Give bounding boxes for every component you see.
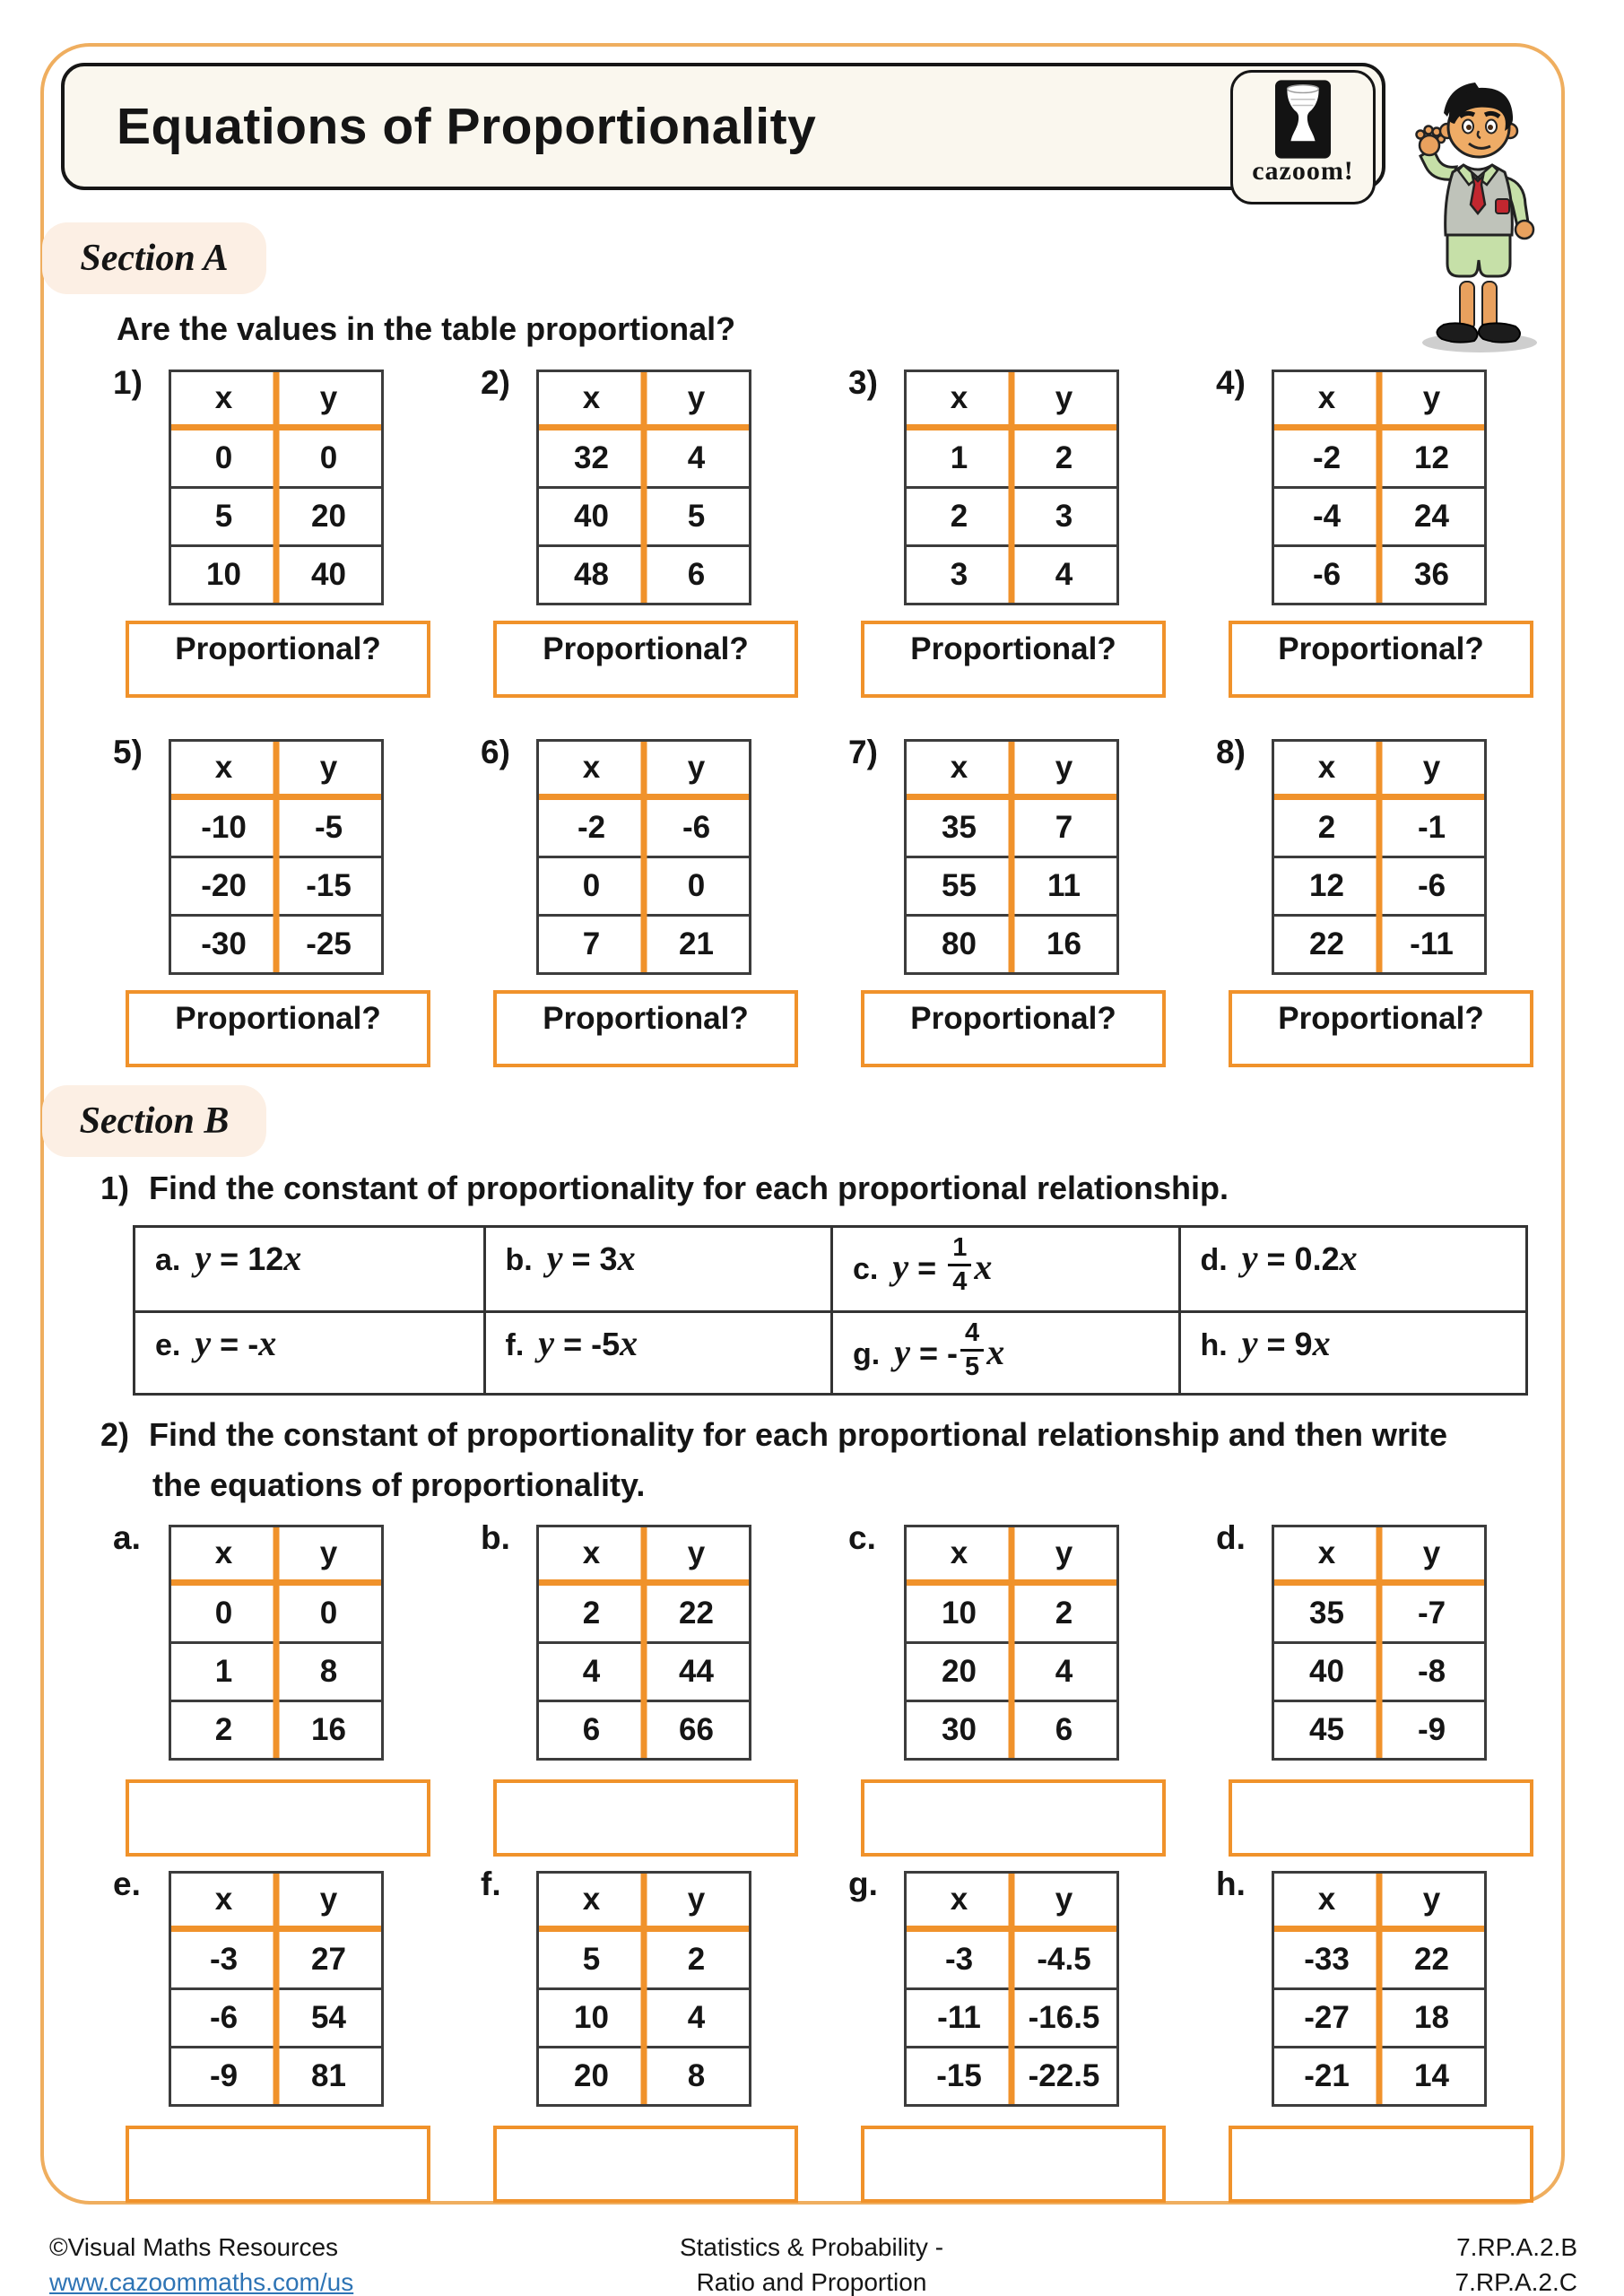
equation-cell xyxy=(135,1228,483,1310)
question-text-line-1: Find the constant of proportionality for each proportional relationship and then write xyxy=(149,1416,1448,1453)
equation: y = 12x xyxy=(195,1238,302,1278)
fraction-numerator: 4 xyxy=(960,1320,984,1352)
table-cell: 0 xyxy=(214,1596,233,1631)
equation-cell xyxy=(1178,1310,1526,1393)
equation-cell xyxy=(483,1228,831,1310)
xy-table xyxy=(1272,739,1487,975)
item-number: f. xyxy=(481,1866,501,1902)
column-divider-line xyxy=(1009,372,1015,603)
topic-line-1: Statistics & Probability - xyxy=(679,2233,944,2261)
table-cell: 40 xyxy=(311,557,346,592)
page-title: Equations of Proportionality xyxy=(117,98,817,155)
table-cell: 5 xyxy=(687,499,706,534)
table-cell: 32 xyxy=(574,440,609,475)
proportional-answer-box[interactable] xyxy=(493,621,798,698)
column-divider-line xyxy=(274,372,280,603)
cazoom-logo xyxy=(1230,70,1376,204)
table-cell: 0 xyxy=(214,440,233,475)
copyright-text: ©Visual Maths Resources xyxy=(49,2233,339,2261)
column-divider-line xyxy=(641,372,647,603)
item-number: 4) xyxy=(1216,364,1246,401)
table-cell: 6 xyxy=(687,557,706,592)
table-cell: 54 xyxy=(311,2000,346,2035)
column-header: y xyxy=(1055,380,1073,415)
answer-box[interactable] xyxy=(861,1779,1166,1857)
table-cell: -25 xyxy=(306,926,352,961)
table-group xyxy=(1209,362,1576,705)
math-variable: x xyxy=(1312,1323,1331,1363)
table-cell: -2 xyxy=(1312,440,1342,475)
table-cell: 18 xyxy=(1414,2000,1449,2035)
xy-table xyxy=(904,1871,1119,2107)
question-number: 1) xyxy=(100,1170,130,1206)
table-cell: 45 xyxy=(1309,1712,1344,1747)
math-variable: x xyxy=(986,1332,1005,1373)
table-cell: -6 xyxy=(1312,557,1342,592)
answer-box[interactable] xyxy=(126,1779,430,1857)
column-header: x xyxy=(582,1535,601,1570)
table-cell: 66 xyxy=(679,1712,714,1747)
table-cell: -9 xyxy=(1417,1712,1446,1747)
table-cell: 6 xyxy=(582,1712,601,1747)
proportional-label: Proportional? xyxy=(910,1001,1116,1036)
table-cell: 8 xyxy=(687,2058,706,2093)
item-number: e. xyxy=(113,1866,141,1902)
equation-cell xyxy=(830,1228,1178,1310)
column-header: y xyxy=(319,380,338,415)
table-cell: 22 xyxy=(1414,1942,1449,1977)
table-cell: 4 xyxy=(1055,557,1073,592)
column-header: y xyxy=(687,1882,706,1917)
table-cell: -9 xyxy=(209,2058,239,2093)
xy-table xyxy=(536,1871,751,2107)
table-cell: 21 xyxy=(679,926,714,961)
table-cell: 20 xyxy=(311,499,346,534)
table-cell: 12 xyxy=(1309,868,1344,903)
column-divider-line xyxy=(1009,742,1015,972)
table-cell: -3 xyxy=(209,1942,239,1977)
table-cell: -6 xyxy=(682,810,711,845)
table-group xyxy=(1209,1518,1576,1860)
answer-box[interactable] xyxy=(1229,1779,1533,1857)
equation: y = - $\frac{4}{5}$ x xyxy=(894,1318,1005,1381)
proportional-label: Proportional? xyxy=(175,1001,381,1036)
equation-letter: h. xyxy=(1200,1328,1228,1362)
xy-table xyxy=(169,1525,384,1761)
table-cell: 4 xyxy=(1055,1654,1073,1689)
item-number: 7) xyxy=(848,734,878,770)
answer-box[interactable] xyxy=(493,2126,798,2203)
section-a-tables-row-2 xyxy=(106,732,1576,1074)
equations-table xyxy=(133,1225,1528,1396)
section-b-label: Section B xyxy=(42,1085,266,1157)
math-variable: y xyxy=(195,1238,212,1278)
table-cell: 40 xyxy=(1309,1654,1344,1689)
table-group xyxy=(1209,1864,1576,2206)
column-header: x xyxy=(950,1535,968,1570)
topic-line-2: Ratio and Proportion xyxy=(696,2268,927,2296)
item-number: 6) xyxy=(481,734,510,770)
proportional-answer-box[interactable] xyxy=(126,621,430,698)
answer-box[interactable] xyxy=(126,2126,430,2203)
table-cell: 27 xyxy=(311,1942,346,1977)
xy-table xyxy=(1272,370,1487,605)
table-group xyxy=(106,732,473,1074)
equation: y = -x xyxy=(195,1323,277,1363)
proportional-label: Proportional? xyxy=(543,1001,749,1036)
table-cell: 1 xyxy=(214,1654,233,1689)
table-group xyxy=(473,732,841,1074)
waving-boy-illustration xyxy=(1390,75,1556,355)
column-header: y xyxy=(1422,1535,1441,1570)
table-cell: -6 xyxy=(209,2000,239,2035)
table-cell: 40 xyxy=(574,499,609,534)
table-group xyxy=(841,732,1209,1074)
table-cell: -20 xyxy=(201,868,247,903)
proportional-answer-box[interactable] xyxy=(493,990,798,1067)
table-cell: 0 xyxy=(319,440,338,475)
column-header: x xyxy=(214,750,233,785)
column-divider-line xyxy=(641,1874,647,2104)
table-cell: -22.5 xyxy=(1028,2058,1100,2093)
item-number: g. xyxy=(848,1866,878,1902)
equation-letter: d. xyxy=(1200,1243,1228,1277)
table-cell: -3 xyxy=(944,1942,974,1977)
answer-box[interactable] xyxy=(493,1779,798,1857)
table-cell: 6 xyxy=(1055,1712,1073,1747)
math-variable: x xyxy=(1339,1238,1358,1278)
column-header: y xyxy=(1422,750,1441,785)
item-number: a. xyxy=(113,1519,141,1556)
column-header: x xyxy=(1317,1535,1336,1570)
table-cell: 2 xyxy=(1317,810,1336,845)
xy-table xyxy=(904,370,1119,605)
proportional-label: Proportional? xyxy=(1278,1001,1484,1036)
column-header: y xyxy=(1055,1882,1073,1917)
table-cell: 0 xyxy=(687,868,706,903)
equation-letter: c. xyxy=(853,1252,879,1287)
question-text-line-2: the equations of proportionality. xyxy=(152,1465,646,1503)
column-divider-line xyxy=(1376,1874,1383,2104)
table-cell: 5 xyxy=(582,1942,601,1977)
item-number: 2) xyxy=(481,364,510,401)
column-divider-line xyxy=(274,1527,280,1758)
column-header: x xyxy=(1317,1882,1336,1917)
column-divider-line xyxy=(641,742,647,972)
footer-standards xyxy=(1455,2230,1577,2296)
table-cell: 81 xyxy=(311,2058,346,2093)
answer-box[interactable] xyxy=(1229,2126,1533,2203)
table-cell: -11 xyxy=(1410,926,1454,961)
table-cell: -2 xyxy=(577,810,606,845)
table-cell: 3 xyxy=(950,557,968,592)
equation-letter: b. xyxy=(505,1243,533,1277)
column-header: y xyxy=(1422,380,1441,415)
column-header: x xyxy=(214,1882,233,1917)
table-cell: 8 xyxy=(319,1654,338,1689)
xy-table xyxy=(1272,1871,1487,2107)
proportional-answer-box[interactable] xyxy=(1229,990,1533,1067)
table-cell: 44 xyxy=(679,1654,714,1689)
standard-code-1: 7.RP.A.2.B xyxy=(1456,2233,1577,2261)
column-header: y xyxy=(687,750,706,785)
column-header: x xyxy=(582,750,601,785)
standard-code-2: 7.RP.A.2.C xyxy=(1455,2268,1577,2296)
math-variable: x xyxy=(620,1323,638,1363)
table-cell: 1 xyxy=(950,440,968,475)
table-cell: 4 xyxy=(687,440,706,475)
xy-table xyxy=(904,1525,1119,1761)
table-cell: 35 xyxy=(1309,1596,1344,1631)
table-cell: -7 xyxy=(1417,1596,1446,1631)
equation-cell xyxy=(830,1310,1178,1393)
table-cell: -10 xyxy=(201,810,247,845)
table-cell: 30 xyxy=(942,1712,977,1747)
table-cell: 5 xyxy=(214,499,233,534)
column-header: x xyxy=(214,1535,233,1570)
table-cell: 3 xyxy=(1055,499,1073,534)
column-header: y xyxy=(1055,750,1073,785)
column-divider-line xyxy=(1009,1527,1015,1758)
table-cell: 2 xyxy=(1055,440,1073,475)
table-cell: -11 xyxy=(937,2000,981,2035)
math-variable: x xyxy=(258,1323,277,1363)
column-header: x xyxy=(582,380,601,415)
table-cell: 7 xyxy=(1055,810,1073,845)
table-cell: -5 xyxy=(314,810,343,845)
equation: y = $\frac{1}{4}$ x xyxy=(892,1233,993,1296)
column-header: x xyxy=(950,750,968,785)
column-header: x xyxy=(214,380,233,415)
proportional-answer-box[interactable] xyxy=(1229,621,1533,698)
table-cell: -1 xyxy=(1417,810,1446,845)
equation: y = 0.2x xyxy=(1241,1238,1358,1278)
table-group xyxy=(841,362,1209,705)
column-header: y xyxy=(687,380,706,415)
proportional-answer-box[interactable] xyxy=(861,621,1166,698)
table-group xyxy=(473,362,841,705)
section-a-tables-row-1 xyxy=(106,362,1576,705)
fraction-denominator: 5 xyxy=(965,1352,980,1381)
table-cell: 48 xyxy=(574,557,609,592)
equation: y = 3x xyxy=(546,1238,636,1278)
column-header: x xyxy=(950,380,968,415)
table-cell: 7 xyxy=(582,926,601,961)
drum-icon xyxy=(1275,80,1331,159)
table-group xyxy=(841,1518,1209,1860)
table-cell: -15 xyxy=(306,868,352,903)
xy-table xyxy=(536,370,751,605)
proportional-label: Proportional? xyxy=(910,631,1116,666)
table-cell: 0 xyxy=(319,1596,338,1631)
question-text: Find the constant of proportionality for each proportional relationship. xyxy=(149,1170,1229,1206)
column-header: y xyxy=(687,1535,706,1570)
column-divider-line xyxy=(1376,742,1383,972)
table-cell: 16 xyxy=(311,1712,346,1747)
table-group xyxy=(841,1864,1209,2206)
column-divider-line xyxy=(1009,1874,1015,2104)
table-cell: 36 xyxy=(1414,557,1449,592)
table-cell: 35 xyxy=(942,810,977,845)
math-variable: x xyxy=(974,1247,993,1288)
xy-table xyxy=(169,370,384,605)
table-group xyxy=(106,362,473,705)
section-b-question-1 xyxy=(100,1170,1229,1207)
column-header: y xyxy=(1055,1535,1073,1570)
footer-topic xyxy=(408,2230,1215,2296)
xy-table xyxy=(169,1871,384,2107)
item-number: h. xyxy=(1216,1866,1246,1902)
column-header: x xyxy=(582,1882,601,1917)
column-divider-line xyxy=(1376,1527,1383,1758)
item-number: 3) xyxy=(848,364,878,401)
question-number: 2) xyxy=(100,1416,130,1453)
table-cell: 10 xyxy=(942,1596,977,1631)
proportional-label: Proportional? xyxy=(543,631,749,666)
table-cell: 20 xyxy=(942,1654,977,1689)
section-b-question-2 xyxy=(100,1410,1447,1510)
table-cell: 55 xyxy=(942,868,977,903)
equation: y = -5x xyxy=(538,1323,638,1363)
table-cell: 80 xyxy=(942,926,977,961)
fraction xyxy=(960,1320,984,1380)
section-a-question: Are the values in the table proportional? xyxy=(117,310,736,347)
table-cell: 4 xyxy=(687,2000,706,2035)
column-header: x xyxy=(950,1882,968,1917)
table-cell: 16 xyxy=(1046,926,1081,961)
column-header: x xyxy=(1317,380,1336,415)
column-header: y xyxy=(1422,1882,1441,1917)
table-cell: 12 xyxy=(1414,440,1449,475)
table-group xyxy=(106,1864,473,2206)
table-cell: 0 xyxy=(582,868,601,903)
title-banner xyxy=(61,63,1385,190)
proportional-label: Proportional? xyxy=(175,631,381,666)
table-cell: 2 xyxy=(950,499,968,534)
xy-table xyxy=(904,739,1119,975)
table-cell: 11 xyxy=(1047,868,1081,903)
math-variable: y xyxy=(546,1238,563,1278)
column-divider-line xyxy=(641,1527,647,1758)
table-group xyxy=(473,1518,841,1860)
fraction-numerator: 1 xyxy=(948,1235,971,1266)
math-variable: y xyxy=(538,1323,555,1363)
table-group xyxy=(1209,732,1576,1074)
math-variable: x xyxy=(617,1238,636,1278)
math-variable: y xyxy=(195,1323,212,1363)
mascot-character xyxy=(1390,75,1556,360)
proportional-answer-box[interactable] xyxy=(126,990,430,1067)
table-cell: -4.5 xyxy=(1037,1942,1091,1977)
column-header: y xyxy=(319,750,338,785)
math-variable: y xyxy=(1241,1238,1258,1278)
table-cell: 20 xyxy=(574,2058,609,2093)
table-cell: 14 xyxy=(1414,2058,1449,2093)
table-cell: 2 xyxy=(214,1712,233,1747)
xy-table xyxy=(536,1525,751,1761)
table-cell: 4 xyxy=(582,1654,601,1689)
table-group xyxy=(106,1518,473,1860)
item-number: 8) xyxy=(1216,734,1246,770)
proportional-answer-box[interactable] xyxy=(861,990,1166,1067)
table-cell: -30 xyxy=(201,926,247,961)
proportional-label: Proportional? xyxy=(1278,631,1484,666)
table-cell: -6 xyxy=(1417,868,1446,903)
table-cell: 10 xyxy=(574,2000,609,2035)
xy-table xyxy=(169,739,384,975)
table-cell: 22 xyxy=(679,1596,714,1631)
equation-letter: e. xyxy=(155,1328,181,1362)
item-number: 5) xyxy=(113,734,143,770)
math-variable: y xyxy=(894,1332,910,1373)
math-variable: y xyxy=(892,1247,909,1288)
equation-letter: g. xyxy=(853,1337,881,1372)
table-cell: 2 xyxy=(687,1942,706,1977)
table-group xyxy=(473,1864,841,2206)
xy-table xyxy=(1272,1525,1487,1761)
fraction-denominator: 4 xyxy=(952,1267,968,1296)
equation: y = 9x xyxy=(1241,1323,1331,1363)
column-divider-line xyxy=(274,742,280,972)
section-b-tables-row-2 xyxy=(106,1864,1576,2206)
table-cell: -16.5 xyxy=(1028,2000,1100,2035)
equation-cell xyxy=(1178,1228,1526,1310)
table-cell: -27 xyxy=(1304,2000,1350,2035)
equation-letter: a. xyxy=(155,1243,181,1277)
table-cell: 2 xyxy=(582,1596,601,1631)
answer-box[interactable] xyxy=(861,2126,1166,2203)
column-divider-line xyxy=(1376,372,1383,603)
table-cell: 2 xyxy=(1055,1596,1073,1631)
website-link[interactable]: www.cazoommaths.com/us xyxy=(49,2268,354,2296)
item-number: d. xyxy=(1216,1519,1246,1556)
logo-wordmark: cazoom! xyxy=(1252,156,1354,186)
table-cell: -8 xyxy=(1417,1654,1446,1689)
equation-cell xyxy=(483,1310,831,1393)
item-number: b. xyxy=(481,1519,510,1556)
equation-cell xyxy=(135,1310,483,1393)
table-cell: -33 xyxy=(1304,1942,1350,1977)
math-variable: y xyxy=(1241,1323,1258,1363)
footer-attribution xyxy=(49,2230,353,2296)
table-cell: 24 xyxy=(1414,499,1449,534)
table-cell: -4 xyxy=(1312,499,1342,534)
math-variable: x xyxy=(283,1238,302,1278)
table-cell: -21 xyxy=(1304,2058,1350,2093)
table-cell: 10 xyxy=(206,557,241,592)
item-number: 1) xyxy=(113,364,143,401)
column-header: x xyxy=(1317,750,1336,785)
column-divider-line xyxy=(274,1874,280,2104)
xy-table xyxy=(536,739,751,975)
fraction xyxy=(948,1235,971,1295)
section-b-tables-row-1 xyxy=(106,1518,1576,1860)
column-header: y xyxy=(319,1535,338,1570)
table-cell: 22 xyxy=(1309,926,1344,961)
equation-letter: f. xyxy=(505,1328,525,1362)
table-cell: -15 xyxy=(936,2058,982,2093)
item-number: c. xyxy=(848,1519,876,1556)
column-header: y xyxy=(319,1882,338,1917)
section-a-label: Section A xyxy=(42,222,266,294)
